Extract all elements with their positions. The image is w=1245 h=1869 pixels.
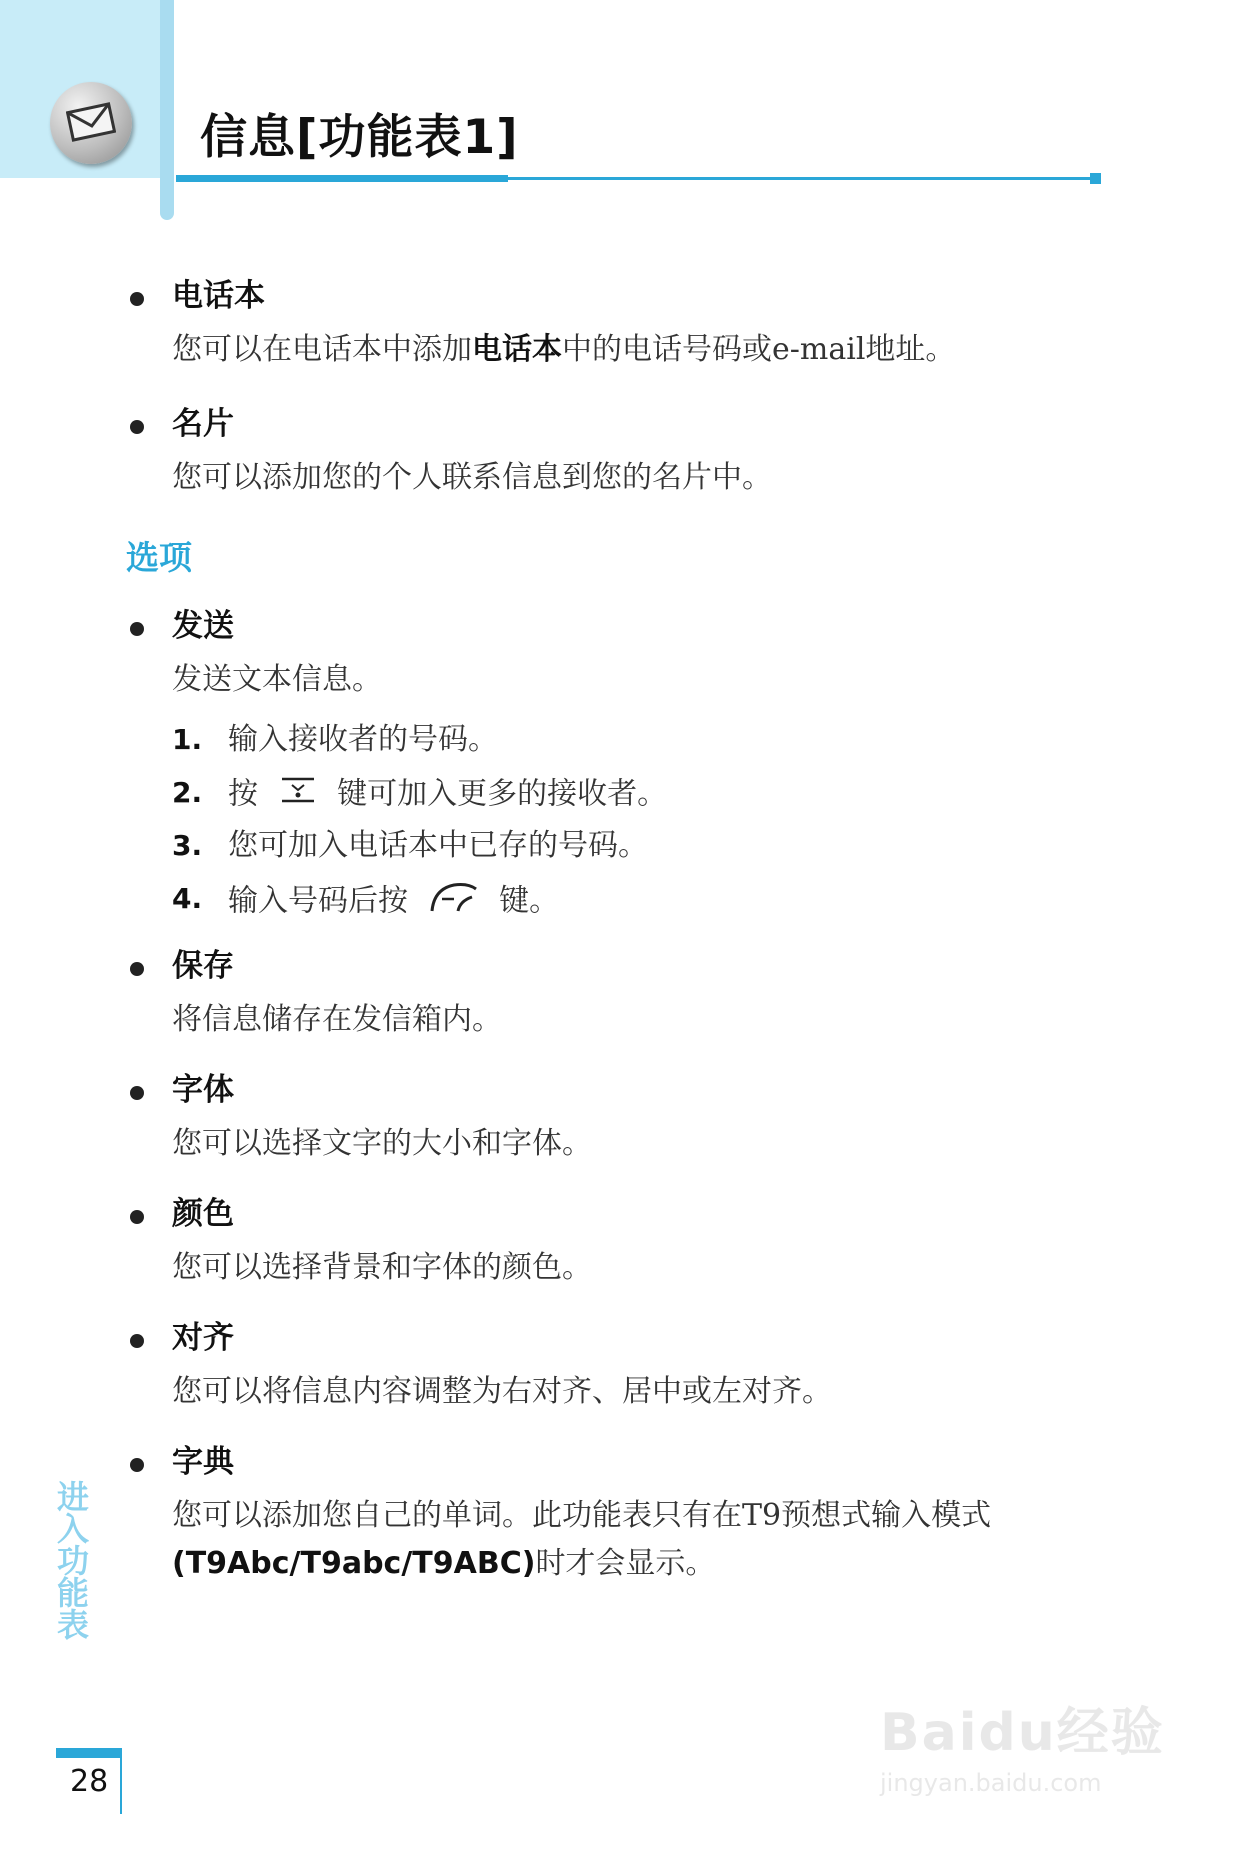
- title-underline-thin: [506, 177, 1096, 180]
- item-desc-send: 发送文本信息。: [172, 662, 382, 697]
- item-heading-save: 保存: [172, 948, 234, 984]
- item-desc-dictionary-line2: (T9Abc/T9abc/T9ABC)时才会显示。: [172, 1546, 716, 1581]
- item-heading-color: 颜色: [172, 1196, 234, 1232]
- bullet: [130, 292, 144, 306]
- item-heading-dictionary: 字典: [172, 1444, 234, 1480]
- item-desc-align: 您可以将信息内容调整为右对齐、居中或左对齐。: [172, 1374, 832, 1409]
- watermark: [880, 1690, 1165, 1797]
- watermark-url: jingyan.baidu.com: [880, 1769, 1102, 1797]
- step-number: 1.: [172, 723, 203, 756]
- page-number-bar: [56, 1748, 122, 1758]
- item-desc-phonebook: 您可以在电话本中添加电话本中的电话号码或e-mail地址。: [172, 332, 956, 367]
- down-nav-key-icon: [278, 773, 318, 818]
- step-number: 2.: [172, 776, 203, 809]
- step-text: 输入号码后按 键。: [228, 879, 559, 926]
- step-number: 4.: [172, 882, 203, 915]
- step-text: 按 键可加入更多的接收者。: [228, 773, 667, 818]
- item-desc-color: 您可以选择背景和字体的颜色。: [172, 1250, 592, 1285]
- envelope-icon: [50, 82, 132, 164]
- bullet: [130, 1210, 144, 1224]
- send-key-icon: [428, 879, 480, 926]
- bullet: [130, 962, 144, 976]
- bullet: [130, 622, 144, 636]
- item-desc-font: 您可以选择文字的大小和字体。: [172, 1126, 592, 1161]
- bullet: [130, 420, 144, 434]
- title-underline-end-marker: [1090, 173, 1101, 184]
- bullet: [130, 1334, 144, 1348]
- bullet: [130, 1086, 144, 1100]
- side-chapter-label: 进入功能表: [52, 1480, 90, 1640]
- item-desc-dictionary-line1: 您可以添加您自己的单词。此功能表只有在T9预想式输入模式: [172, 1498, 992, 1533]
- page-number-divider: [120, 1758, 122, 1814]
- item-desc-namecard: 您可以添加您的个人联系信息到您的名片中。: [172, 460, 772, 495]
- item-heading-phonebook: 电话本: [172, 278, 265, 314]
- item-heading-align: 对齐: [172, 1320, 234, 1356]
- step-number: 3.: [172, 829, 203, 862]
- item-heading-send: 发送: [172, 608, 234, 644]
- bullet: [130, 1458, 144, 1472]
- page-number: 28: [70, 1764, 109, 1799]
- page-title: 信息[功能表1]: [200, 110, 519, 165]
- item-heading-namecard: 名片: [172, 406, 234, 442]
- item-desc-save: 将信息储存在发信箱内。: [172, 1002, 502, 1037]
- title-underline: [176, 175, 508, 182]
- header-side-bar: [160, 0, 174, 220]
- item-heading-font: 字体: [172, 1072, 234, 1108]
- watermark-logo: Baidu经验: [880, 1703, 1165, 1763]
- step-text: 输入接收者的号码。: [228, 722, 498, 757]
- step-text: 您可加入电话本中已存的号码。: [228, 828, 648, 863]
- section-title-options: 选项: [126, 538, 192, 577]
